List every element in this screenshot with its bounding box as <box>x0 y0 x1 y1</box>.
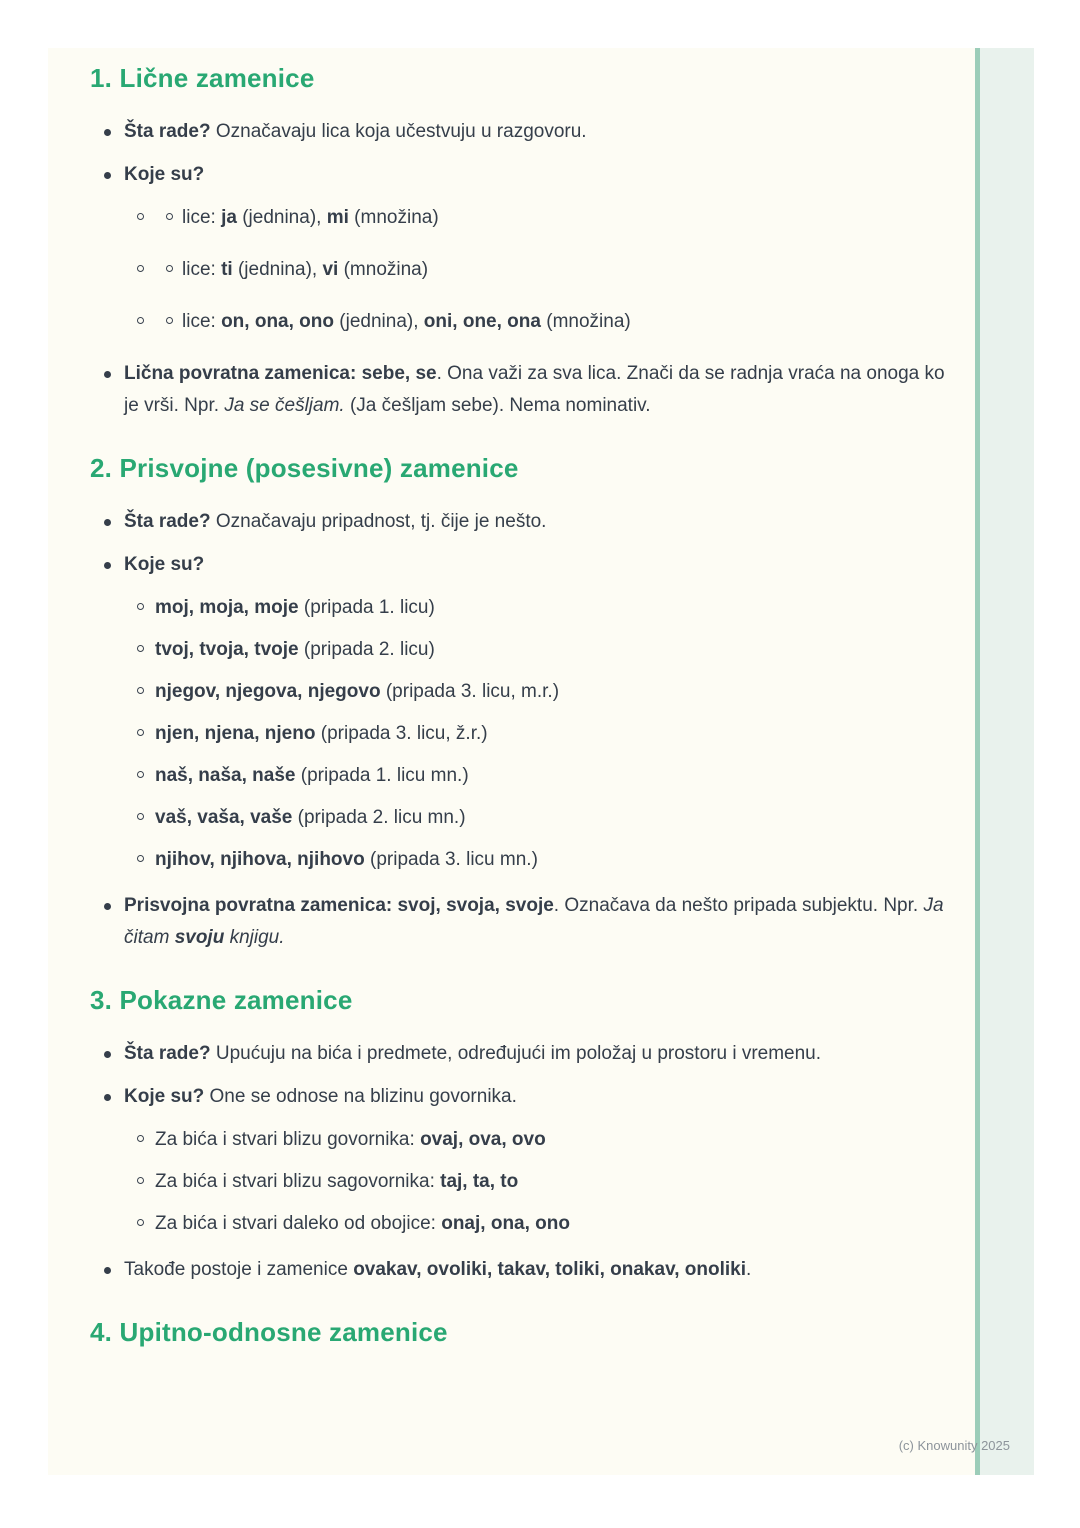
sub-list-item <box>90 844 976 876</box>
sub-list-item <box>90 202 976 234</box>
text-segment: Šta rade? <box>124 511 211 532</box>
text-segment: mi <box>326 207 349 228</box>
sub-list-item <box>90 254 976 286</box>
text-segment: tvoj, tvoja, tvoje <box>155 639 299 660</box>
list-item <box>90 890 976 954</box>
item-text <box>155 592 435 624</box>
circle-marker-icon <box>137 771 144 778</box>
text-segment: lice: <box>182 207 222 228</box>
text-segment: Prisvojna povratna zamenica: svoj, svoja, svoje <box>124 895 554 916</box>
text-segment: Označavaju pripadnost, tj. čije je nešto. <box>210 511 547 532</box>
text-segment: . Ona važi za sva lica. Znači da se radnja vraća na onoga ko je vrši. Npr. <box>124 363 945 416</box>
circle-marker-icon <box>166 213 173 220</box>
sub-list-item <box>90 1208 976 1240</box>
sub-list-item <box>90 306 976 338</box>
circle-marker-icon <box>137 213 144 220</box>
bullet-marker-icon <box>104 129 111 136</box>
bullet-marker-icon <box>104 1094 111 1101</box>
text-segment: (množina) <box>338 259 429 280</box>
text-segment: lice: <box>182 259 222 280</box>
list-item <box>90 1081 976 1113</box>
text-segment: (pripada 3. licu, ž.r.) <box>315 723 488 744</box>
list-item <box>90 1038 976 1070</box>
section-heading-3: 3. Pokazne zamenice <box>90 985 353 1015</box>
sub-list-item <box>90 1166 976 1198</box>
circle-marker-icon <box>137 265 144 272</box>
sub-list <box>90 202 976 338</box>
item-text <box>124 116 587 148</box>
sub-list-item <box>90 592 976 624</box>
text-segment: Šta rade? <box>124 1043 211 1064</box>
document-page <box>48 48 1034 1475</box>
text-segment: taj, ta, to <box>440 1171 519 1192</box>
circle-marker-icon <box>137 1219 144 1226</box>
text-segment: . <box>746 1259 752 1280</box>
text-segment: svoju <box>174 927 225 948</box>
text-segment: on, ona, ono <box>221 311 335 332</box>
copyright-text: (c) Knowunity 2025 <box>898 1438 1010 1453</box>
sub-list-item <box>90 676 976 708</box>
text-segment: Upućuju na bića i predmete, određujući im položaj u prostoru i vremenu. <box>210 1043 822 1064</box>
circle-marker-icon <box>137 813 144 820</box>
sub-list-item <box>90 802 976 834</box>
list-item <box>90 159 976 191</box>
text-segment: (jednina), <box>232 259 323 280</box>
list-item <box>90 358 976 422</box>
item-text <box>155 760 469 792</box>
list-item <box>90 116 976 148</box>
text-segment: Koje su? <box>124 164 205 185</box>
text-segment: Ja čitam <box>124 895 944 948</box>
item-text <box>124 1038 821 1070</box>
item-text <box>182 254 428 286</box>
text-segment: Koje su? <box>124 1086 205 1107</box>
list-item <box>90 506 976 538</box>
sub-list <box>90 1124 976 1240</box>
page-content <box>90 48 976 1370</box>
bullet-marker-icon <box>104 562 111 569</box>
text-segment: Koje su? <box>124 554 205 575</box>
text-segment: ovakav, ovoliki, takav, toliki, onakav, onoliki <box>353 1259 746 1280</box>
text-segment: (Ja češljam sebe). Nema nominativ. <box>344 395 651 416</box>
item-text <box>155 1166 518 1198</box>
text-segment: Za bića i stvari daleko od obojice: <box>155 1213 442 1234</box>
item-text <box>182 306 631 338</box>
item-text <box>124 1081 517 1113</box>
item-text <box>155 634 435 666</box>
list-item <box>90 1254 976 1286</box>
circle-marker-icon <box>137 855 144 862</box>
text-segment: (jednina), <box>236 207 327 228</box>
text-segment: oni, one, ona <box>423 311 541 332</box>
bullet-marker-icon <box>104 519 111 526</box>
section-heading-4: 4. Upitno-odnosne zamenice <box>90 1317 448 1347</box>
sub-list-item <box>90 634 976 666</box>
text-segment: (pripada 3. licu mn.) <box>364 849 538 870</box>
section-heading-2: 2. Prisvojne (posesivne) zamenice <box>90 453 519 483</box>
sub-list-item <box>90 760 976 792</box>
circle-marker-icon <box>166 317 173 324</box>
text-segment: Za bića i stvari blizu sagovornika: <box>155 1171 441 1192</box>
text-segment: (pripada 2. licu) <box>298 639 435 660</box>
text-segment: Šta rade? <box>124 121 211 142</box>
text-segment: knjigu. <box>224 927 285 948</box>
text-segment: (pripada 1. licu mn.) <box>295 765 469 786</box>
item-text <box>124 890 954 954</box>
item-text <box>155 844 538 876</box>
text-segment: ti <box>221 259 233 280</box>
item-text <box>155 676 559 708</box>
circle-marker-icon <box>137 1135 144 1142</box>
text-segment: lice: <box>182 311 222 332</box>
item-text <box>155 1208 570 1240</box>
page-edge-strip <box>975 48 1034 1475</box>
item-text <box>124 1254 751 1286</box>
text-segment: naš, naša, naše <box>155 765 296 786</box>
text-segment: Lična povratna zamenica: sebe, se <box>124 363 437 384</box>
circle-marker-icon <box>137 1177 144 1184</box>
text-segment: Takođe postoje i zamenice <box>124 1259 354 1280</box>
section-heading-1: 1. Lične zamenice <box>90 63 315 93</box>
text-segment: njen, njena, njeno <box>155 723 316 744</box>
circle-marker-icon <box>137 645 144 652</box>
bullet-marker-icon <box>104 903 111 910</box>
sub-list-item <box>90 1124 976 1156</box>
item-text <box>155 1124 546 1156</box>
circle-marker-icon <box>137 603 144 610</box>
item-text <box>155 802 466 834</box>
circle-marker-icon <box>137 687 144 694</box>
item-text <box>182 202 439 234</box>
text-segment: vaš, vaša, vaše <box>155 807 293 828</box>
circle-marker-icon <box>166 265 173 272</box>
circle-marker-icon <box>137 729 144 736</box>
bullet-marker-icon <box>104 1267 111 1274</box>
item-text <box>124 159 204 191</box>
text-segment: (jednina), <box>334 311 424 332</box>
bullet-marker-icon <box>104 1051 111 1058</box>
bullet-marker-icon <box>104 371 111 378</box>
text-segment: moj, moja, moje <box>155 597 299 618</box>
text-segment: ja <box>221 207 237 228</box>
sub-list <box>90 592 976 876</box>
text-segment: (množina) <box>348 207 439 228</box>
bullet-marker-icon <box>104 172 111 179</box>
sub-list-item <box>90 718 976 750</box>
list-item <box>90 549 976 581</box>
item-text <box>155 718 488 750</box>
item-text <box>124 506 546 538</box>
text-segment: vi <box>322 259 339 280</box>
circle-marker-icon <box>137 317 144 324</box>
text-segment: ovaj, ova, ovo <box>420 1129 546 1150</box>
text-segment: (pripada 2. licu mn.) <box>292 807 466 828</box>
text-segment: onaj, ona, ono <box>441 1213 570 1234</box>
text-segment: Označavaju lica koja učestvuju u razgovoru. <box>210 121 587 142</box>
text-segment: (pripada 1. licu) <box>298 597 435 618</box>
text-segment: (pripada 3. licu, m.r.) <box>380 681 560 702</box>
item-text <box>124 358 954 422</box>
text-segment: Ja se češljam. <box>224 395 345 416</box>
text-segment: njihov, njihova, njihovo <box>155 849 365 870</box>
text-segment: One se odnose na blizinu govornika. <box>204 1086 517 1107</box>
text-segment: . Označava da nešto pripada subjektu. Npr. <box>553 895 924 916</box>
text-segment: Za bića i stvari blizu govornika: <box>155 1129 421 1150</box>
text-segment: njegov, njegova, njegovo <box>155 681 381 702</box>
text-segment: (množina) <box>540 311 631 332</box>
item-text <box>124 549 204 581</box>
